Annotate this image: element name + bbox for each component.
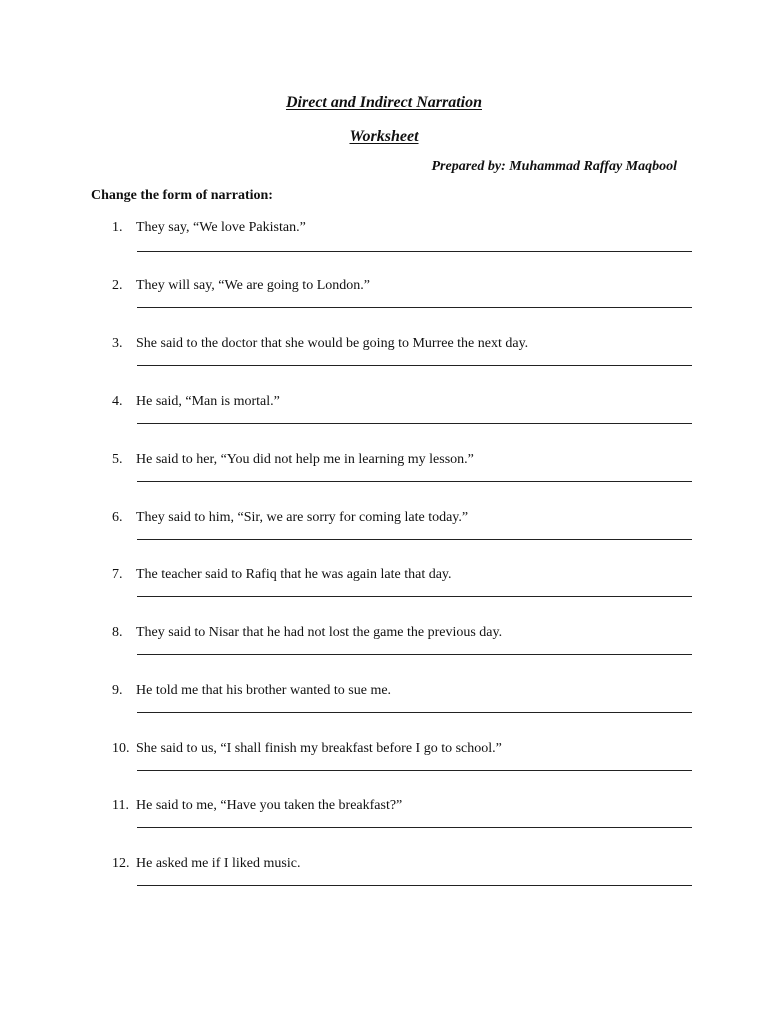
list-item [0,219,768,277]
item-number: 5. [112,452,123,467]
list-item [0,566,768,624]
item-sentence: They said to Nisar that he had not lost the game the previous day. [136,625,503,640]
list-item [0,451,768,509]
item-sentence: She said to the doctor that she would be going to Murree the next day. [136,336,529,351]
item-number: 9. [112,683,123,698]
answer-line[interactable] [137,827,692,828]
item-sentence: He said to her, “You did not help me in learning my lesson.” [136,452,474,467]
list-item [0,509,768,567]
item-number: 8. [112,625,123,640]
page-title: Direct and Indirect Narration [285,94,482,111]
item-sentence: He asked me if I liked music. [136,856,301,871]
item-sentence: He said to me, “Have you taken the breakfast?” [136,798,403,813]
answer-line[interactable] [137,365,692,366]
item-number: 3. [112,336,123,351]
answer-line[interactable] [137,251,692,252]
item-number: 1. [112,220,123,235]
item-number: 7. [112,567,123,582]
item-number: 12. [112,856,130,871]
item-number: 10. [112,741,130,756]
list-item [0,335,768,393]
item-sentence: They will say, “We are going to London.” [136,278,370,293]
answer-line[interactable] [137,770,692,771]
item-sentence: The teacher said to Rafiq that he was again late that day. [136,567,452,582]
instruction-heading: Change the form of narration: [91,188,273,203]
answer-line[interactable] [137,596,692,597]
answer-line[interactable] [137,654,692,655]
item-number: 11. [112,798,129,813]
answer-line[interactable] [137,481,692,482]
list-item [0,277,768,335]
list-item [0,624,768,682]
item-number: 6. [112,510,123,525]
answer-line[interactable] [137,423,692,424]
item-sentence: They say, “We love Pakistan.” [136,220,306,235]
item-number: 2. [112,278,123,293]
author-credit: Prepared by: Muhammad Raffay Maqbool [431,159,677,174]
page-subtitle: Worksheet [349,128,419,145]
list-item [0,740,768,798]
item-sentence: She said to us, “I shall finish my breakfast before I go to school.” [136,741,502,756]
list-item [0,393,768,451]
item-sentence: He said, “Man is mortal.” [136,394,280,409]
item-sentence: They said to him, “Sir, we are sorry for coming late today.” [136,510,469,525]
answer-line[interactable] [137,712,692,713]
answer-line[interactable] [137,539,692,540]
item-sentence: He told me that his brother wanted to sue me. [136,683,392,698]
item-number: 4. [112,394,123,409]
answer-line[interactable] [137,307,692,308]
answer-line[interactable] [137,885,692,886]
list-item [0,797,768,855]
list-item [0,855,768,913]
list-item [0,682,768,740]
